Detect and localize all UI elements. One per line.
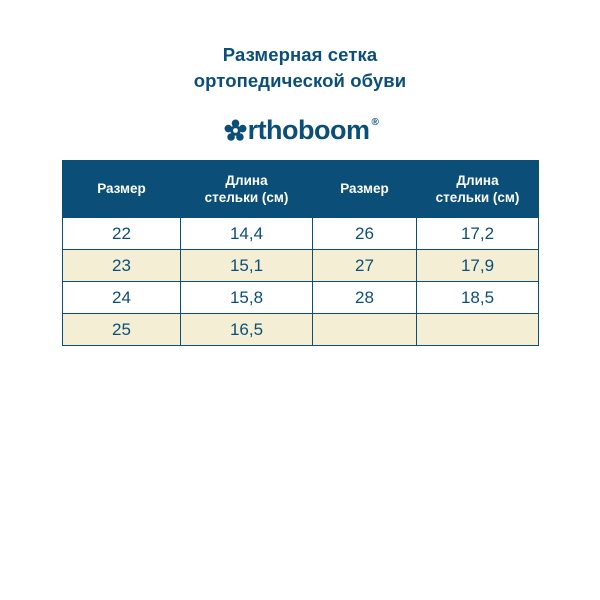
column-header-insole-1: Длина стельки (см) — [181, 161, 313, 218]
column-header-size-2: Размер — [313, 161, 417, 218]
table-row — [63, 218, 539, 250]
logo-wordmark: rthoboom — [247, 114, 370, 145]
title-line-1: Размерная сетка — [222, 44, 378, 65]
column-header-insole-2: Длина стельки (см) — [417, 161, 539, 218]
table-row — [63, 250, 539, 282]
cell-empty — [417, 314, 539, 346]
flower-icon — [224, 119, 247, 142]
cell-size: 27 — [313, 250, 417, 282]
size-table — [62, 160, 539, 346]
logo-text — [224, 114, 379, 145]
cell-size: 26 — [313, 218, 417, 250]
cell-insole: 15,8 — [181, 282, 313, 314]
table-row — [63, 314, 539, 346]
cell-insole: 15,1 — [181, 250, 313, 282]
cell-empty — [313, 314, 417, 346]
cell-size: 25 — [63, 314, 181, 346]
cell-insole: 18,5 — [417, 282, 539, 314]
page-title — [0, 0, 600, 95]
size-table-container — [62, 160, 538, 346]
title-line-2: ортопедической обуви — [193, 70, 407, 92]
cell-size: 22 — [63, 218, 181, 250]
cell-size: 24 — [63, 282, 181, 314]
registered-mark: ® — [371, 116, 379, 128]
cell-insole: 14,4 — [181, 218, 313, 250]
column-header-size-1: Размер — [63, 161, 181, 218]
cell-insole: 17,2 — [417, 218, 539, 250]
cell-insole: 16,5 — [181, 314, 313, 346]
cell-size: 28 — [313, 282, 417, 314]
cell-insole: 17,9 — [417, 250, 539, 282]
cell-size: 23 — [63, 250, 181, 282]
table-header-row — [63, 161, 539, 218]
brand-logo — [0, 114, 600, 151]
table-row — [63, 282, 539, 314]
